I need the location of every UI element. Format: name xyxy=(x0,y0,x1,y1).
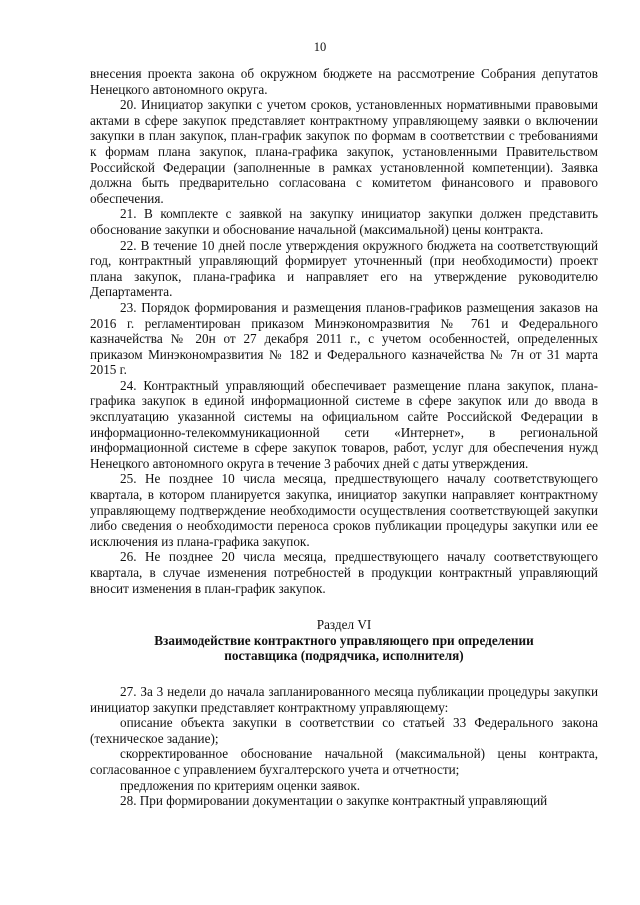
section-title-line-1: Взаимодействие контрактного управляющего при определении xyxy=(154,632,534,648)
paragraph-27: 27. За 3 недели до начала запланированного месяца публикации процедуры закупки инициатор закупки представляет контрактному управляющему: xyxy=(90,683,598,715)
list-item-description: описание объекта закупки в соответствии со статьей 33 Федерального закона (техническое задание); xyxy=(90,715,598,746)
document-body xyxy=(90,66,598,809)
paragraph-20: 20. Инициатор закупки с учетом сроков, установленных нормативными правовыми актами в сфере закупок представляет контрактному управляющему заявки о включении закупки в план закупок, план-график закупок по формам в соответствии с требованиями к формам плана закупок, плана-графика закупок, установленными Правительством Российской Федерации (заполненные в рамках установленной компетенции). Заявка должна быть предварительно согласована с комитетом финансового и правового обеспечения. xyxy=(90,97,598,206)
paragraph-continuation: внесения проекта закона об окружном бюджете на рассмотрение Собрания депутатов Ненецкого автономного округа. xyxy=(90,66,598,97)
paragraph-21: 21. В комплекте с заявкой на закупку инициатор закупки должен представить обоснование закупки и обоснование начальной (максимальной) цены контракта. xyxy=(90,206,598,237)
paragraph-23: 23. Порядок формирования и размещения планов-графиков размещения заказов на 2016 г. регламентирован приказом Минэкономразвития № 761 и Федерального казначейства № 20н от 27 декабря 2011 г., с учетом особенностей, определенных приказом Минэкономразвития № 182 и Федерального казначейства № 7н от 31 марта 2015 г. xyxy=(90,299,598,378)
paragraph-26: 26. Не позднее 20 числа месяца, предшествующего началу соответствующего квартала, в случае изменения потребностей в продукции контрактный управляющий вносит изменения в план-график закупок. xyxy=(90,549,598,596)
paragraph-22: 22. В течение 10 дней после утверждения окружного бюджета на соответствующий год, контрактный управляющий формирует уточненный (при необходимости) проект плана закупок, плана-графика и направляет его на утверждение руководителю Департамента. xyxy=(90,237,598,300)
paragraph-28: 28. При формировании документации о закупке контрактный управляющий xyxy=(120,793,548,809)
list-item-criteria: предложения по критериям оценки заявок. xyxy=(120,777,361,793)
section-title-line-2: поставщика (подрядчика, исполнителя) xyxy=(224,648,464,664)
section-spacer xyxy=(90,664,598,684)
section-label: Раздел VI xyxy=(316,617,372,633)
paragraph-25: 25. Не позднее 10 числа месяца, предшествующего началу соответствующего квартала, в котором планируется закупка, инициатор закупки направляет контрактному управляющему подтверждение необходимости осуществления соответствующей закупки либо сведения о необходимости переноса сроков публикации процедуры закупки или ее исключения из плана-графика закупок. xyxy=(90,471,598,549)
list-item-price-justification: скорректированное обоснование начальной (максимальной) цены контракта, согласованное с управлением бухгалтерского учета и отчетности; xyxy=(90,746,598,777)
page-number: 10 xyxy=(313,40,327,54)
paragraph-24: 24. Контрактный управляющий обеспечивает размещение плана закупок, плана-графика закупок в единой информационной системе в сфере закупок или до ввода в эксплуатацию указанной системы на официальном сайте Российской Федерации в информационно-телекоммуникационной сети «Интернет», в региональной информационной системе в сфере закупок товаров, работ, услуг для обеспечения нужд Ненецкого автономного округа в течение 3 рабочих дней с даты утверждения. xyxy=(90,377,598,471)
